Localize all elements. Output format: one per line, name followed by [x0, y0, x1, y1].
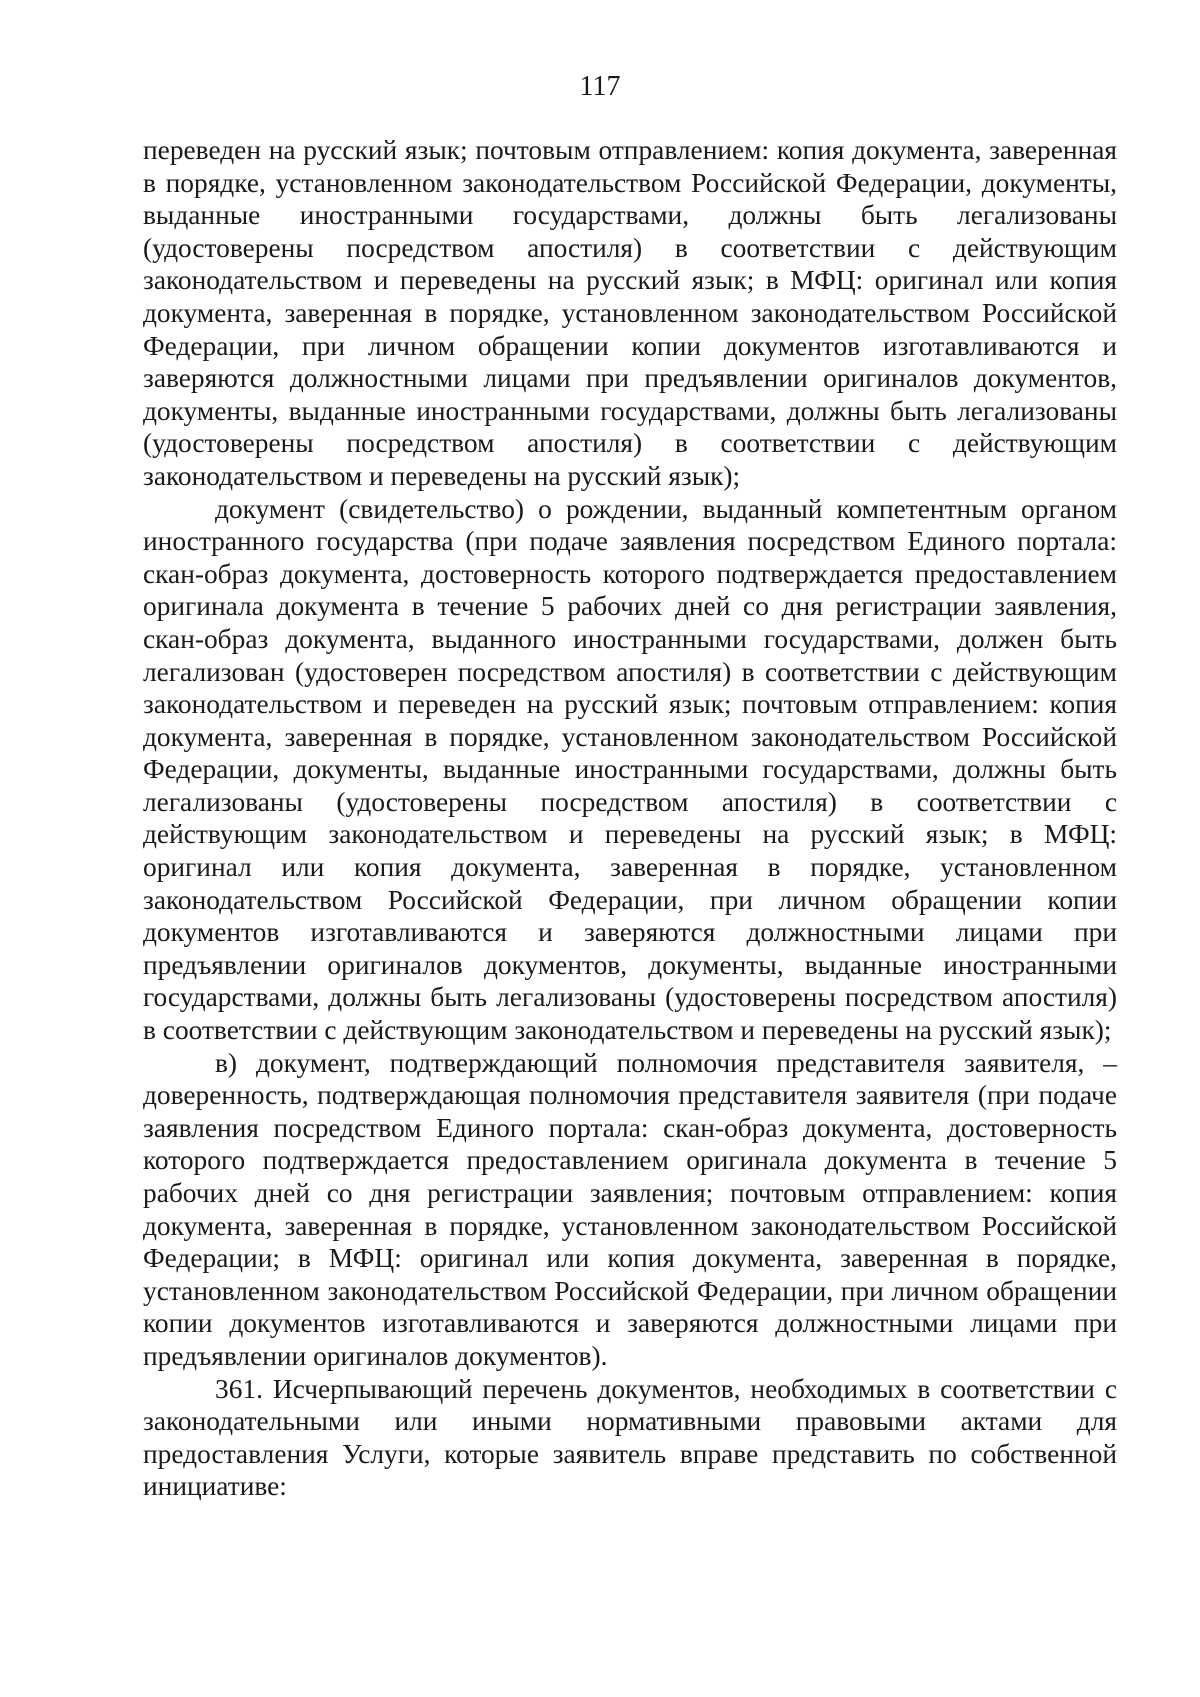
paragraph-birth-certificate: документ (свидетельство) о рождении, выданный компетентным органом иностранного государства (при подаче заявления посредством Единого портала: скан-образ документа, достоверность которого подтверждается предоставлением оригинала документа в течение 5 рабочих дней со дня регистрации заявления, скан-образ документа, выданного иностранными государствами, должен быть легализован (удостоверен посредством апостиля) в соответствии с действующим законодательством и переведен на русский язык; почтовым отправлением: копия документа, заверенная в порядке, установленном законодательством Российской Федерации, документы, выданные иностранными государствами, должны быть легализованы (удостоверены посредством апостиля) в соответствии с действующим законодательством и переведены на русский язык; в МФЦ: оригинал или копия документа, заверенная в порядке, установленном законодательством Российской Федерации, при личном обращении копии документов изготавливаются и заверяются должностными лицами при предъявлении оригиналов документов, документы, выданные иностранными государствами, должны быть легализованы (удостоверены посредством апостиля) в соответствии с действующим законодательством и переведены на русский язык); — [143, 493, 1117, 1046]
document-body — [143, 134, 1117, 1503]
paragraph-361: 361. Исчерпывающий перечень документов, необходимых в соответствии с законодательными или иными нормативными правовыми актами для предоставления Услуги, которые заявитель вправе представить по собственной инициативе: — [143, 1373, 1117, 1502]
page-number: 117 — [579, 71, 621, 102]
paragraph-power-of-attorney: в) документ, подтверждающий полномочия представителя заявителя, – доверенность, подтверждающая полномочия представителя заявителя (при подаче заявления посредством Единого портала: скан-образ документа, достоверность которого подтверждается предоставлением оригинала документа в течение 5 рабочих дней со дня регистрации заявления; почтовым отправлением: копия документа, заверенная в порядке, установленном законодательством Российской Федерации; в МФЦ: оригинал или копия документа, заверенная в порядке, установленном законодательством Российской Федерации, при личном обращении копии документов изготавливаются и заверяются должностными лицами при предъявлении оригиналов документов). — [143, 1047, 1117, 1371]
paragraph-continuation: переведен на русский язык; почтовым отправлением: копия документа, заверенная в порядке, установленном законодательством Российской Федерации, документы, выданные иностранными государствами, должны быть легализованы (удостоверены посредством апостиля) в соответствии с действующим законодательством и переведены на русский язык; в МФЦ: оригинал или копия документа, заверенная в порядке, установленном законодательством Российской Федерации, при личном обращении копии документов изготавливаются и заверяются должностными лицами при предъявлении оригиналов документов, документы, выданные иностранными государствами, должны быть легализованы (удостоверены посредством апостиля) в соответствии с действующим законодательством и переведены на русский язык); — [143, 135, 1117, 491]
